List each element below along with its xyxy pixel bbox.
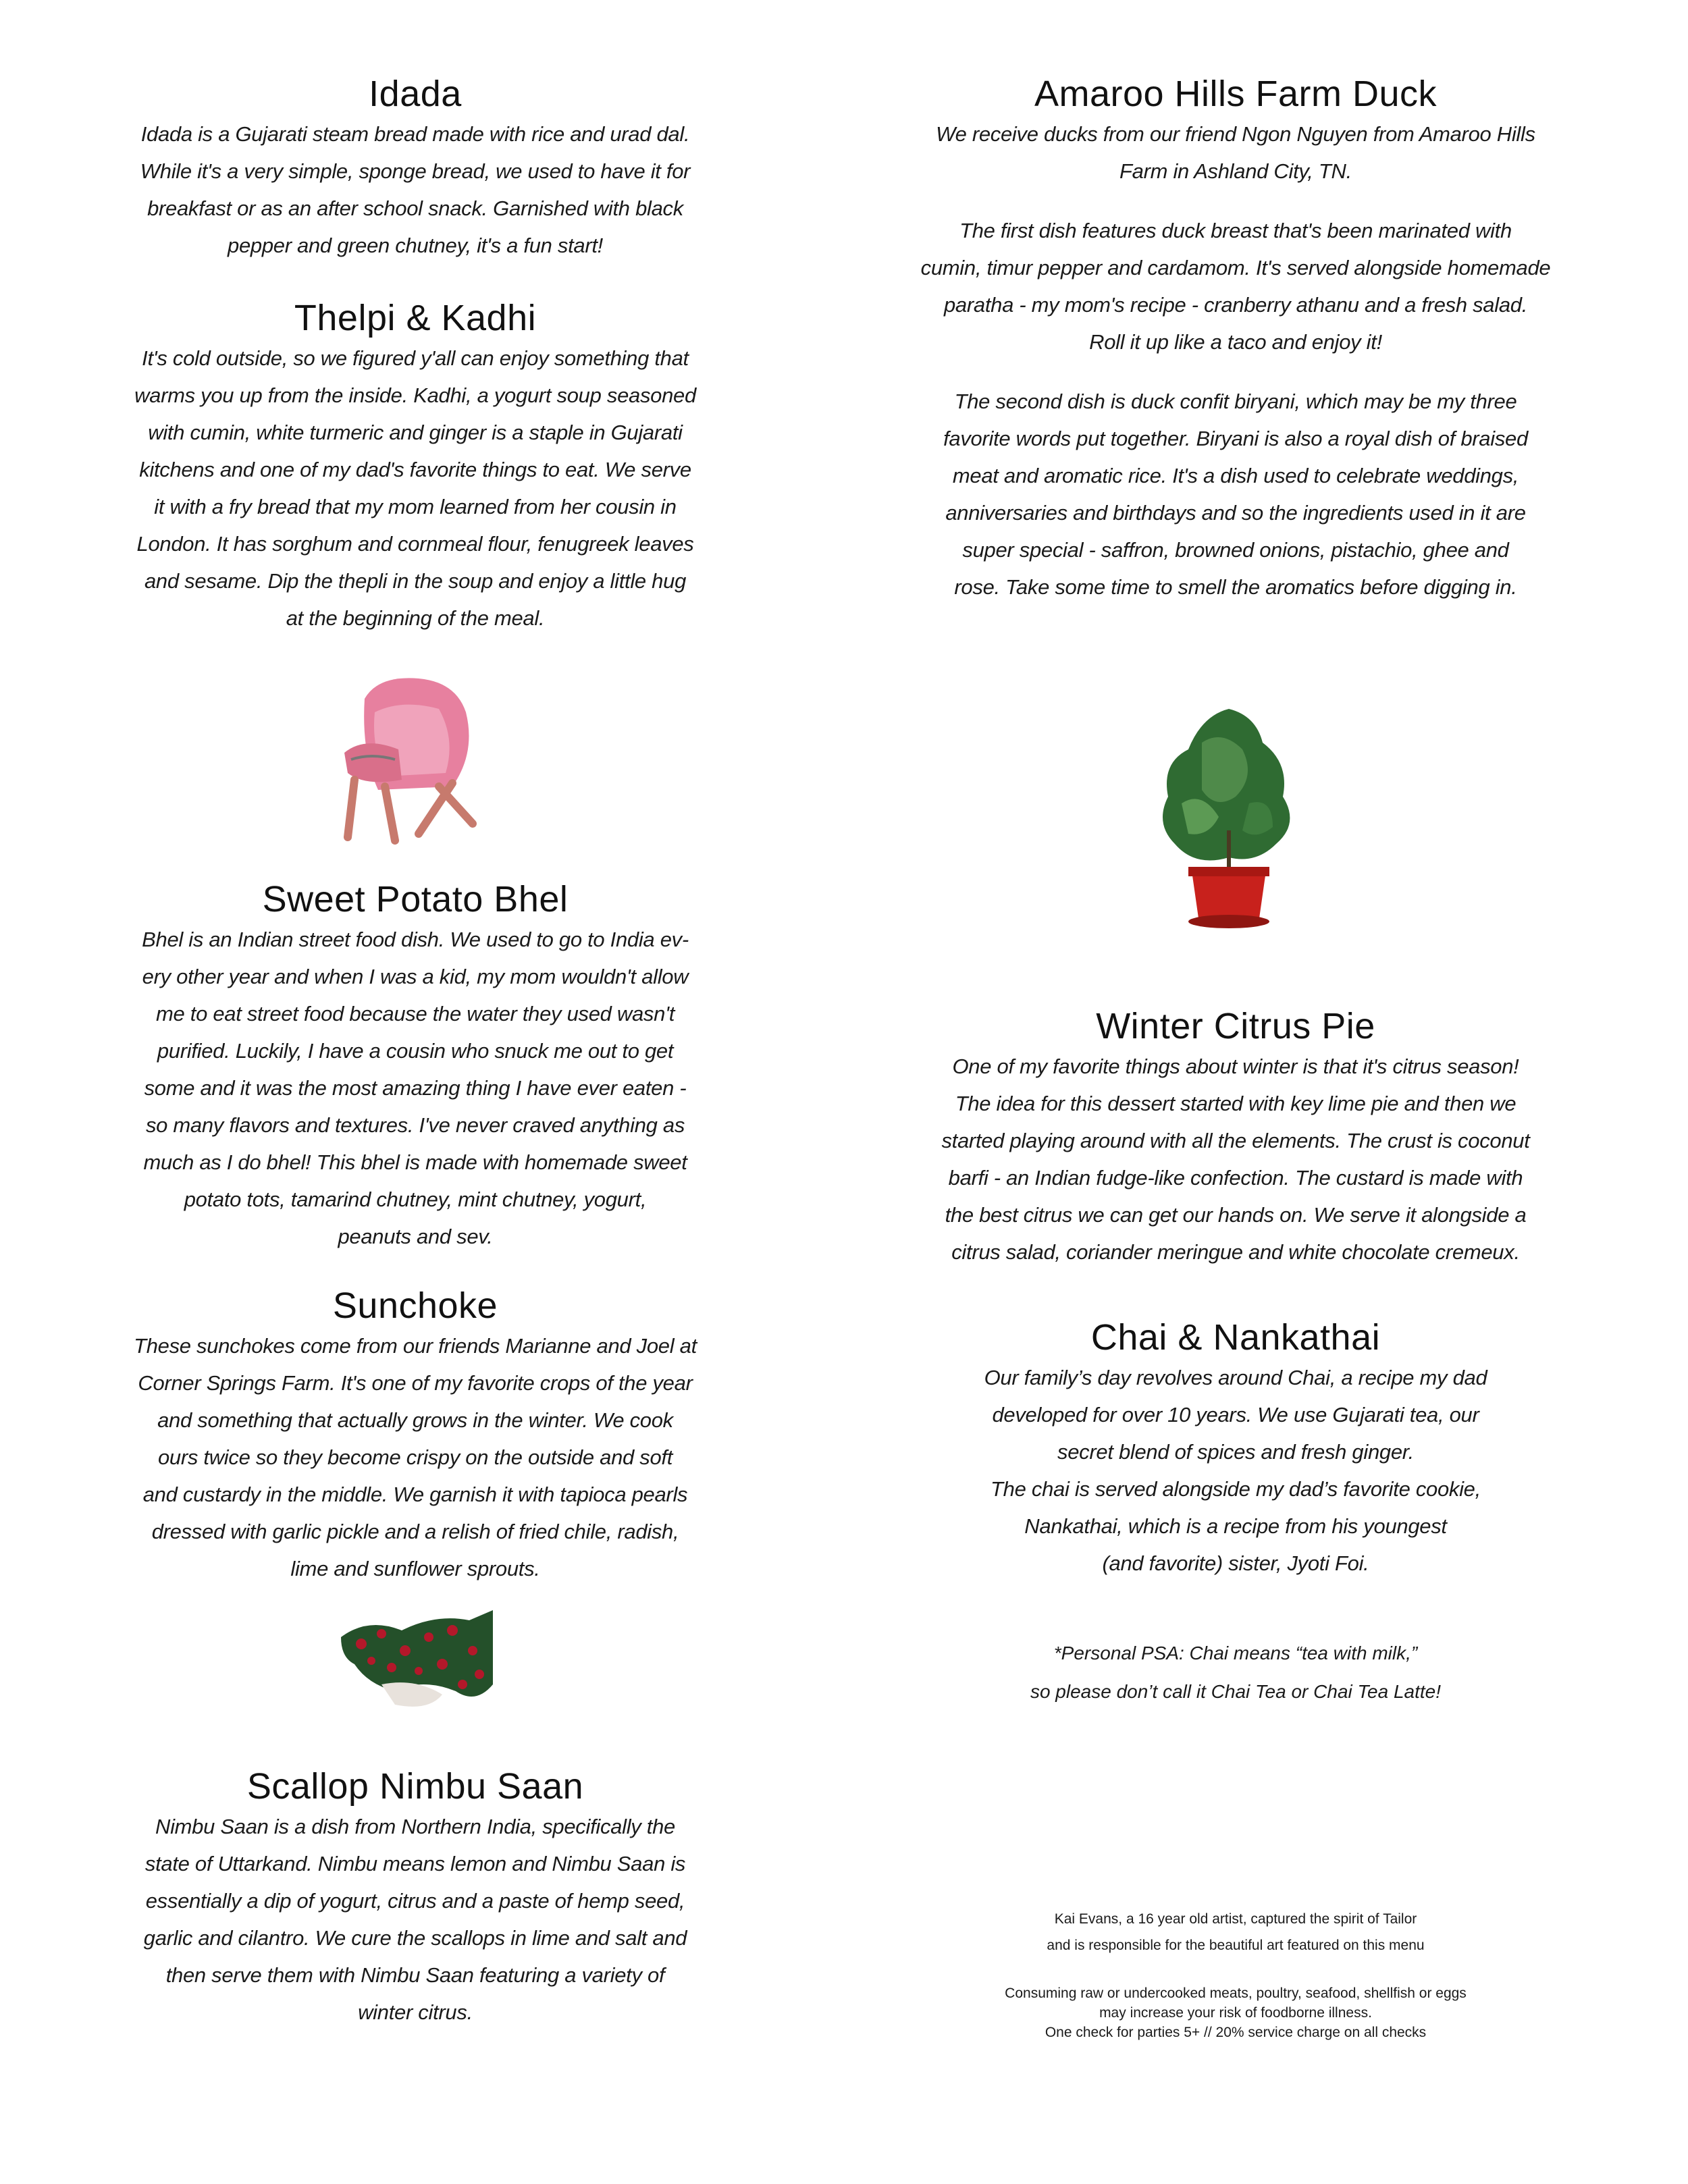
text-line: and custardy in the middle. We garnish it with tapioca pearls <box>142 1483 688 1506</box>
text-line: winter citrus. <box>358 2000 473 2024</box>
text-line: essentially a dip of yogurt, citrus and a paste of hemp seed, <box>145 1889 685 1913</box>
text-line: (and favorite) sister, Jyoti Foi. <box>1102 1551 1369 1575</box>
dish-sunchoke <box>68 1284 763 1587</box>
text-line: warms you up from the inside. Kadhi, a yogurt soup seasoned <box>134 383 696 407</box>
text-line: meat and aromatic rice. It's a dish used to celebrate weddings, <box>952 464 1519 487</box>
text-line: rose. Take some time to smell the aromatics before digging in. <box>954 575 1517 599</box>
text-line: so many flavors and textures. I've never craved anything as <box>145 1113 685 1137</box>
text-line: Our family’s day revolves around Chai, a recipe my dad <box>984 1366 1487 1389</box>
text-line: and is responsible for the beautiful art featured on this menu <box>1047 1938 1425 1953</box>
text-line: Nankathai, which is a recipe from his youngest <box>1024 1514 1447 1538</box>
dish-thelpi-kadhi <box>68 296 763 637</box>
text-line: so please don’t call it Chai Tea or Chai Tea Latte! <box>1030 1681 1442 1702</box>
text-line: ours twice so they become crispy on the outside and soft <box>157 1445 673 1469</box>
text-line: The second dish is duck confit biryani, which may be my three <box>954 390 1517 413</box>
text-line: kitchens and one of my dad's favorite things to eat. We serve <box>139 458 691 481</box>
text-line: Idada is a Gujarati steam bread made with rice and urad dal. <box>140 122 690 146</box>
dish-description <box>864 383 1607 606</box>
dish-description <box>68 340 763 637</box>
dish-idada <box>68 72 763 264</box>
dish-winter-citrus-pie <box>864 1005 1607 1271</box>
potted-plant-illustration <box>1155 702 1303 938</box>
text-line: then serve them with Nimbu Saan featuring a variety of <box>165 1963 665 1987</box>
text-line: lime and sunflower sprouts. <box>290 1557 540 1580</box>
text-line: citrus salad, coriander meringue and white chocolate cremeux. <box>951 1240 1520 1264</box>
text-line: Roll it up like a taco and enjoy it! <box>1089 330 1382 354</box>
food-safety-disclaimer <box>864 1983 1607 2042</box>
text-line: favorite words put together. Biryani is also a royal dish of braised <box>943 427 1528 450</box>
dish-title: Winter Citrus Pie <box>1096 1006 1375 1046</box>
text-line: me to eat street food because the water they used wasn't <box>155 1002 675 1026</box>
text-line: We receive ducks from our friend Ngon Nguyen from Amaroo Hills <box>936 122 1535 146</box>
text-line: paratha - my mom's recipe - cranberry athanu and a fresh salad. <box>943 293 1528 317</box>
berry-bush-illustration <box>341 1610 493 1711</box>
text-line: at the beginning of the meal. <box>286 606 545 630</box>
dish-title: Sweet Potato Bhel <box>262 879 569 920</box>
text-line: pepper and green chutney, it's a fun start! <box>228 234 603 257</box>
dish-description <box>864 212 1607 361</box>
dish-description <box>864 115 1607 190</box>
text-line: and sesame. Dip the thepli in the soup and enjoy a little hug <box>144 569 687 593</box>
text-line: These sunchokes come from our friends Marianne and Joel at <box>134 1334 697 1358</box>
text-line: One of my favorite things about winter is that it's citrus season! <box>952 1055 1519 1078</box>
text-line: barfi - an Indian fudge-like confection. The custard is made with <box>948 1166 1523 1190</box>
text-line: may increase your risk of foodborne illness. <box>1099 2005 1372 2021</box>
text-line: Bhel is an Indian street food dish. We used to go to India ev- <box>142 928 689 951</box>
text-line: Corner Springs Farm. It's one of my favorite crops of the year <box>138 1371 693 1395</box>
text-line: with cumin, white turmeric and ginger is a staple in Gujarati <box>148 421 683 444</box>
text-line: The chai is served alongside my dad’s favorite cookie, <box>991 1477 1481 1501</box>
personal-psa-note <box>864 1634 1607 1711</box>
text-line: state of Uttarkand. Nimbu means lemon and Nimbu Saan is <box>144 1852 686 1875</box>
text-line: While it's a very simple, sponge bread, we used to have it for <box>140 159 691 183</box>
text-line: cumin, timur pepper and cardamom. It's served alongside homemade <box>920 256 1551 279</box>
text-line: super special - saffron, browned onions, pistachio, ghee and <box>962 538 1509 562</box>
text-line: some and it was the most amazing thing I have ever eaten - <box>144 1076 687 1100</box>
dish-title: Amaroo Hills Farm Duck <box>1034 74 1438 114</box>
text-line: dressed with garlic pickle and a relish of fried chile, radish, <box>151 1520 679 1543</box>
dish-title: Sunchoke <box>332 1285 498 1326</box>
dish-title: Scallop Nimbu Saan <box>246 1766 584 1807</box>
text-line: One check for parties 5+ // 20% service charge on all checks <box>1045 2025 1427 2040</box>
text-line: purified. Luckily, I have a cousin who snuck me out to get <box>157 1039 674 1063</box>
dish-chai-nankathai <box>864 1316 1607 1582</box>
text-line: *Personal PSA: Chai means “tea with milk,” <box>1053 1643 1418 1663</box>
dish-description <box>68 921 763 1255</box>
text-line: The idea for this dessert started with key lime pie and then we <box>955 1092 1516 1115</box>
dish-description <box>68 115 763 264</box>
dish-description <box>864 1359 1607 1582</box>
dish-sweet-potato-bhel <box>68 878 763 1255</box>
text-line: and something that actually grows in the winter. We cook <box>157 1408 673 1432</box>
text-line: anniversaries and birthdays and so the ingredients used in it are <box>945 501 1526 525</box>
pink-armchair-illustration <box>338 672 486 851</box>
text-line: potato tots, tamarind chutney, mint chutney, yogurt, <box>184 1188 647 1211</box>
artist-credit <box>864 1906 1607 1959</box>
text-line: garlic and cilantro. We cure the scallops in lime and salt and <box>143 1926 687 1950</box>
dish-title: Thelpi & Kadhi <box>294 298 537 338</box>
text-line: breakfast or as an after school snack. Garnished with black <box>147 196 683 220</box>
text-line: much as I do bhel! This bhel is made with homemade sweet <box>143 1150 687 1174</box>
dish-amaroo-hills-farm-duck <box>864 72 1607 606</box>
text-line: developed for over 10 years. We use Gujarati tea, our <box>992 1403 1479 1427</box>
text-line: secret blend of spices and fresh ginger. <box>1057 1440 1414 1464</box>
dish-title: Chai & Nankathai <box>1090 1317 1381 1358</box>
dish-description <box>68 1808 763 2031</box>
dish-description <box>68 1327 763 1587</box>
text-line: Farm in Ashland City, TN. <box>1119 159 1352 183</box>
text-line: peanuts and sev. <box>338 1225 493 1248</box>
text-line: London. It has sorghum and cornmeal flour, fenugreek leaves <box>136 532 694 556</box>
text-line: It's cold outside, so we figured y'all can enjoy something that <box>142 346 689 370</box>
text-line: started playing around with all the elements. The crust is coconut <box>941 1129 1530 1152</box>
text-line: Kai Evans, a 16 year old artist, captured the spirit of Tailor <box>1054 1911 1417 1927</box>
text-line: ery other year and when I was a kid, my mom wouldn't allow <box>142 965 689 988</box>
dish-description <box>864 1048 1607 1271</box>
dish-title: Idada <box>369 74 462 114</box>
dish-scallop-nimbu-saan <box>68 1765 763 2031</box>
text-line: Consuming raw or undercooked meats, poultry, seafood, shellfish or eggs <box>1005 1986 1467 2001</box>
text-line: it with a fry bread that my mom learned from her cousin in <box>154 495 677 518</box>
text-line: The first dish features duck breast that's been marinated with <box>959 219 1512 242</box>
text-line: Nimbu Saan is a dish from Northern India, specifically the <box>155 1815 675 1838</box>
text-line: the best citrus we can get our hands on. We serve it alongside a <box>945 1203 1527 1227</box>
